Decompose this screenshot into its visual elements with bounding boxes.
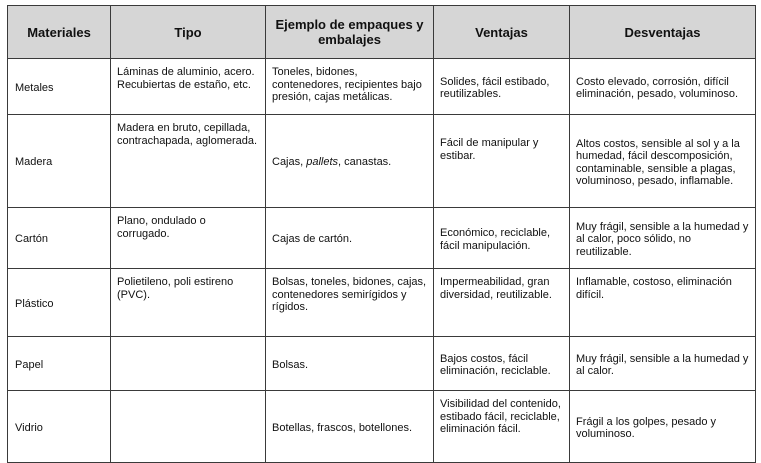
- cell-tipo: [111, 391, 266, 463]
- cell-desventajas: Inflamable, costoso, eliminación difícil.: [570, 269, 756, 337]
- header-ventajas: Ventajas: [434, 6, 570, 59]
- header-ejemplo: Ejemplo de empaques y embalajes: [266, 6, 434, 59]
- cell-ventajas: Económico, reciclable, fácil manipulación.: [434, 208, 570, 269]
- header-desventajas: Desventajas: [570, 6, 756, 59]
- cell-material: Madera: [8, 115, 111, 208]
- cell-tipo: [111, 337, 266, 391]
- cell-ejemplo: [266, 59, 434, 115]
- cell-desventajas: Muy frágil, sensible a la humedad y al calor.: [570, 337, 756, 391]
- cell-ventajas: Bajos costos, fácil eliminación, reciclable.: [434, 337, 570, 391]
- ejemplo-text: Bolsas, toneles, bidones, cajas, contenedores semirígidos y rígidos.: [272, 276, 427, 313]
- cell-material: Cartón: [8, 208, 111, 269]
- cell-material: Plástico: [8, 269, 111, 337]
- cell-material: Metales: [8, 59, 111, 115]
- cell-tipo: Polietileno, poli estireno (PVC).: [111, 269, 266, 337]
- cell-material: Papel: [8, 337, 111, 391]
- cell-tipo: Láminas de aluminio, acero. Recubiertas de estaño, etc.: [111, 59, 266, 115]
- ejemplo-text-tail: , canastas.: [338, 156, 392, 169]
- ejemplo-text: Bolsas.: [272, 358, 309, 371]
- cell-ventajas: Impermeabilidad, gran diversidad, reutilizable.: [434, 269, 570, 337]
- table-row: [8, 337, 756, 391]
- cell-material: Vidrio: [8, 391, 111, 463]
- cell-ventajas: Solides, fácil estibado, reutilizables.: [434, 59, 570, 115]
- table-row: [8, 59, 756, 115]
- cell-ejemplo: [266, 208, 434, 269]
- cell-ventajas: Visibilidad del contenido, estibado fácil, reciclable, eliminación fácil.: [434, 391, 570, 463]
- cell-desventajas: Frágil a los golpes, pesado y voluminoso.: [570, 391, 756, 463]
- cell-desventajas: Altos costos, sensible al sol y a la humedad, fácil descomposición, contaminable, sensible a plagas, voluminoso, pesado, inflamable.: [570, 115, 756, 208]
- cell-tipo: Madera en bruto, cepillada, contrachapada, aglomerada.: [111, 115, 266, 208]
- header-materiales: Materiales: [8, 6, 111, 59]
- cell-ejemplo: [266, 115, 434, 208]
- table-row: [8, 269, 756, 337]
- ejemplo-text: Botellas, frascos, botellones.: [272, 421, 413, 434]
- ejemplo-text: Cajas,: [272, 156, 307, 169]
- ejemplo-italic-text: pallets: [306, 156, 339, 169]
- table-row: [8, 115, 756, 208]
- cell-ventajas: Fácil de manipular y estibar.: [434, 115, 570, 208]
- ejemplo-text: Cajas de cartón.: [272, 233, 353, 246]
- cell-ejemplo: [266, 337, 434, 391]
- cell-ejemplo: [266, 391, 434, 463]
- materials-table-container: [7, 5, 755, 463]
- packaging-materials-table: [7, 5, 756, 463]
- cell-desventajas: Muy frágil, sensible a la humedad y al calor, poco sólido, no reutilizable.: [570, 208, 756, 269]
- header-row: [8, 6, 756, 59]
- cell-tipo: Plano, ondulado o corrugado.: [111, 208, 266, 269]
- ejemplo-text: Toneles, bidones, contenedores, recipientes bajo presión, cajas metálicas.: [272, 66, 422, 103]
- table-row: [8, 208, 756, 269]
- header-tipo: Tipo: [111, 6, 266, 59]
- cell-ejemplo: [266, 269, 434, 337]
- table-row: [8, 391, 756, 463]
- cell-desventajas: Costo elevado, corrosión, difícil eliminación, pesado, voluminoso.: [570, 59, 756, 115]
